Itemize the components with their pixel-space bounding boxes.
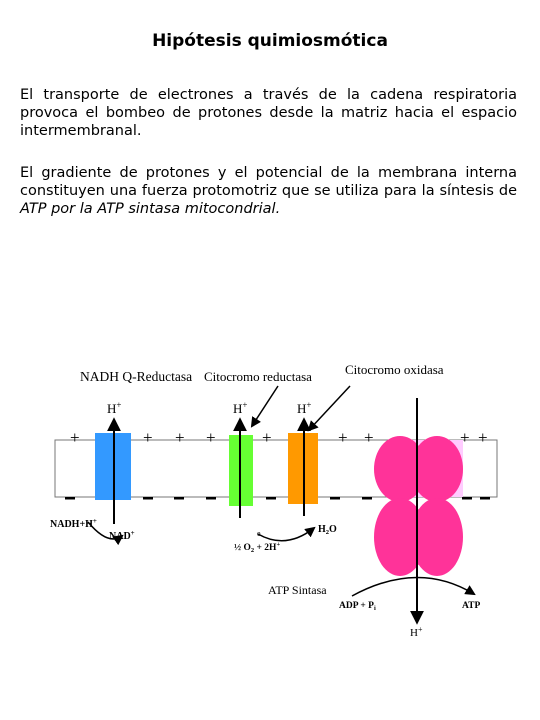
plus-charge: + xyxy=(206,428,216,447)
plus-charge: + xyxy=(478,428,488,447)
proton-charge: + xyxy=(242,400,248,410)
electron-symbol: e xyxy=(257,529,261,538)
proton-symbol: H xyxy=(107,401,117,416)
minus-charge xyxy=(266,497,276,500)
minus-charge xyxy=(362,497,372,500)
electron-label xyxy=(257,529,261,538)
nad-charge: + xyxy=(130,529,135,537)
proton-charge: + xyxy=(417,625,423,634)
adp-text: ADP + P xyxy=(339,601,374,611)
nadh-charge: + xyxy=(92,517,97,525)
pointer-arrow xyxy=(252,386,278,426)
proton-charge: + xyxy=(306,400,312,410)
adp-subscript: i xyxy=(373,605,376,612)
plus-charge: + xyxy=(175,428,185,447)
proton-symbol: H xyxy=(233,401,243,416)
plus-charge: + xyxy=(143,428,153,447)
minus-charge xyxy=(143,497,153,500)
water-o: O xyxy=(329,524,337,535)
oxygen-reaction-arrow xyxy=(258,528,314,541)
plus-charge: + xyxy=(364,428,374,447)
oxygen-label xyxy=(234,541,280,554)
plus-charge: + xyxy=(338,428,348,447)
minus-charge xyxy=(462,497,472,500)
oxygen-rest: + 2H xyxy=(254,543,277,553)
plus-charge: + xyxy=(262,428,272,447)
paragraph-text: El gradiente de protones y el potencial de la membrana interna constituyen una fuerza protomotriz que se utiliza para la síntesis de xyxy=(20,165,517,199)
paragraph-emphasis: ATP por la ATP sintasa mitocondrial. xyxy=(20,201,281,217)
water-label xyxy=(318,524,337,536)
proton-label xyxy=(297,400,311,416)
label-citocromo-oxidasa: Citocromo oxidasa xyxy=(345,362,444,377)
label-citocromo-reductasa: Citocromo reductasa xyxy=(204,369,312,384)
proton-symbol: H xyxy=(410,627,418,639)
adp-label xyxy=(339,601,376,612)
nad-text: NAD xyxy=(109,531,131,542)
plus-charge: + xyxy=(460,428,470,447)
minus-charge xyxy=(480,497,490,500)
water-h: H xyxy=(318,524,326,535)
water-subscript: 2 xyxy=(325,529,330,536)
oxygen-subscript: 2 xyxy=(250,547,255,554)
nadh-label xyxy=(50,517,97,530)
proton-symbol: H xyxy=(297,401,307,416)
pointer-arrow xyxy=(309,386,350,430)
minus-charge xyxy=(206,497,216,500)
minus-charge xyxy=(65,497,75,500)
page-title: Hipótesis quimiosmótica xyxy=(152,31,388,51)
nad-label xyxy=(109,529,135,542)
proton-label xyxy=(410,625,423,639)
atp-sintasa-label: ATP Sintasa xyxy=(268,583,327,597)
atp-synthesis-arrow xyxy=(352,577,474,596)
plus-charge: + xyxy=(70,428,80,447)
oxygen-charge: + xyxy=(276,541,281,548)
oxygen-text: ½ O xyxy=(234,543,251,553)
proton-label xyxy=(107,400,121,416)
label-nadh-q-reductasa: NADH Q-Reductasa xyxy=(80,369,193,384)
atp-label: ATP xyxy=(462,601,481,611)
paragraph-electron-transport: El transporte de electrones a través de la cadena respiratoria provoca el bombeo de protones desde la matriz hacia el espacio intermembranal. xyxy=(20,87,517,139)
minus-charge xyxy=(174,497,184,500)
atp-synthase-subunit xyxy=(411,436,463,502)
proton-charge: + xyxy=(116,400,122,410)
atp-synthase-subunit xyxy=(411,498,463,576)
minus-charge xyxy=(330,497,340,500)
proton-label xyxy=(233,400,247,416)
nadh-text: NADH+H xyxy=(50,519,93,530)
